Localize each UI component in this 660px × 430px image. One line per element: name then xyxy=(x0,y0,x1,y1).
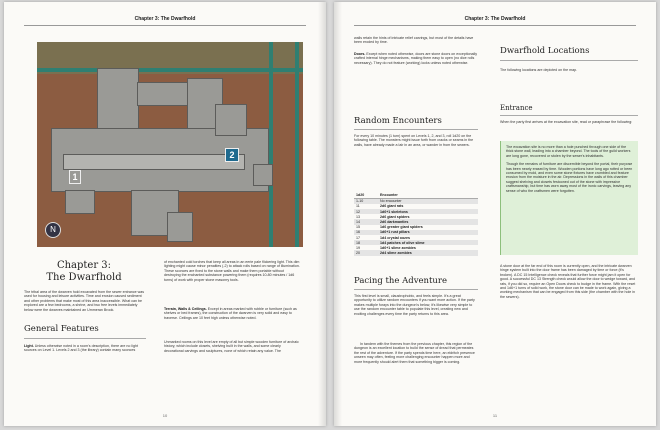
encounters-intro: For every 10 minutes (1 turn) spent on Levels 1, 2, and 3, roll 1d20 on the following table. The monsters might issue forth from cracks or seams in the walls, have already made a lair in an area, or wander in from the sewers. xyxy=(354,134,474,147)
paragraph-text: Except when noted otherwise, doors are stone doors on exceptionally crafted internal hinge mechanisms, making them easy to open (no dice rolls necessary). They do not feature (working) locks unless noted otherwise. xyxy=(354,52,478,65)
chapter-title-line1: Chapter 3: xyxy=(56,260,112,271)
random-encounters-heading: Random Encounters xyxy=(354,116,442,126)
locations-intro: The following locations are depicted on the map. xyxy=(500,68,578,72)
table-cell: 2d4 slime zombies xyxy=(378,250,478,255)
table-header: Encounter xyxy=(378,192,478,198)
table-cell: 13 xyxy=(356,214,360,219)
table-header: 1d20 xyxy=(354,192,378,198)
section-rule xyxy=(354,129,478,130)
pacing-heading: Pacing the Adventure xyxy=(354,276,447,286)
door-paragraph: A stone door at the far end of this room is currently open, and the intricate dwarven hinge system built into the door frame has been damaged by time or force (it's broken). A DC 15 Intelligence check reveals that further force might jam it open for good. A successful DC 13 Strength check would allow the door to wedge toward, and rats, if you did so, require an Open Doors check to budge in the frame. With the reset and 1d6+1 turns of solid work, the stone door can be made to work again, giving a working mechanism that can be engaged from this side (the chamber with the hole in the sewers). xyxy=(500,264,636,299)
pacing-paragraph-1: This first level is small, claustrophobic, and feels simple. It's a great opportunity to utilize random encounters if you want more action. If the party makes multiple forays into the dungeon's below, it's likewise very simple to use the random encounter table to populate this level, creating new and exciting challenges every time the party returns to this area. xyxy=(354,294,475,316)
doors-paragraph xyxy=(354,52,478,65)
table-cell: 2d6 darkmantles xyxy=(378,219,478,224)
table-cell: 1d6+1 skeletons xyxy=(378,209,478,214)
map-channel-vertical xyxy=(269,42,273,247)
table-cell: 17 xyxy=(356,235,360,240)
map-channel-vertical xyxy=(295,42,299,247)
table-cell: 18 xyxy=(354,240,378,245)
map-room xyxy=(253,164,273,186)
map-room xyxy=(97,68,139,130)
header-rule xyxy=(24,25,306,26)
section-rule xyxy=(24,338,146,339)
table-cell: 1d4 crystal oozes xyxy=(380,235,410,240)
read-aloud-box xyxy=(500,141,638,255)
map-room-label: 1 xyxy=(69,170,81,184)
paragraph-text: Unless otherwise noted in a room's description, there are no light sources on Level 1. Levels 2 and 3 (the library) contain many sconces xyxy=(24,344,138,353)
map-corridor xyxy=(63,154,245,170)
locations-heading: Dwarfhold Locations xyxy=(500,46,590,56)
right-page xyxy=(334,2,656,426)
sconces-paragraph: of enchanted cold torches that keep all areas in an eerie pale flickering light. This dim lighting might cause minor penalties (-2) to attack rolls based on range of illumination. These sconces are fixed to the stone walls and make them portable without destroying the enchanted substance powering them (requires 10-80 minutes / 1d6 turns) of work with proper stone masonry tools. xyxy=(164,260,300,282)
section-rule xyxy=(500,115,638,116)
section-rule xyxy=(354,289,478,290)
entrance-heading: Entrance xyxy=(500,104,533,112)
paragraph-label: Doors. xyxy=(354,52,366,56)
table-cell: 2d6 giant spiders xyxy=(380,214,410,219)
entrance-intro: When the party first arrives at the excavation site, read or paraphrase the following: xyxy=(500,120,633,124)
table-cell: 2d6 giant rats xyxy=(380,204,404,209)
table-cell: 1d6+1 slime zombies xyxy=(380,245,416,250)
map-room xyxy=(167,212,193,242)
dungeon-map xyxy=(37,42,303,247)
map-room xyxy=(65,190,95,214)
section-rule xyxy=(500,60,638,61)
read-aloud-text: The excavation site is no more than a hole punched through one side of the thick stone wall, leading into a chamber beyond. The tools of the guild workers are long gone, recovered or stolen by the sewer's inhabitants. xyxy=(506,145,631,158)
read-aloud-text: Though the remains of furniture are discernible beyond the portal, their purpose has been nearly erased by time. Wooden portions have long ago rotted or been consumed by mold, and even some stone fixtures have crumbled and feature erosion from the moisture in the air. Depressions in the walls of this chamber suggest shelving and closets festooned out of the stone with impressive craftsmanship, but time has worn away most of the ironic carvings, leaving any sense of who the craftsmen were forgotten. xyxy=(506,162,633,193)
table-cell: 1d6+1 rust pillars xyxy=(378,230,478,235)
table-cell: 15 xyxy=(356,225,360,230)
general-features-heading: General Features xyxy=(24,324,99,334)
map-room-label: 2 xyxy=(225,148,239,162)
table-row xyxy=(354,250,478,255)
chapter-title-line2: The Dwarfhold xyxy=(46,272,122,283)
table-cell: 16 xyxy=(354,230,378,235)
table-cell: 1d4 patches of olive slime xyxy=(378,240,478,245)
paragraph-label: Light. xyxy=(24,344,34,348)
running-header: Chapter 3: The Dwarfhold xyxy=(464,16,526,22)
page-number: 10 xyxy=(162,413,168,418)
unmarked-rooms-paragraph: Unmarked rooms on this level are empty of all but simple wooden furniture of archaic history, which include closets, shelving built in the walls, and some clearly decorational carvings and sculptures, none of which retain any value. The xyxy=(164,340,299,353)
header-rule xyxy=(354,25,636,26)
table-cell: 19 xyxy=(356,245,360,250)
table-cell: 12 xyxy=(354,209,378,214)
left-page xyxy=(4,2,326,426)
page-number: 11 xyxy=(492,413,498,418)
compass-rose-icon: N xyxy=(45,222,61,238)
table-cell: 14 xyxy=(354,219,378,224)
map-room xyxy=(215,104,247,136)
walls-paragraph: walls retain the hints of intricate relief carvings, but most of the details have been eroded by time. xyxy=(354,36,474,45)
table-cell: No encounter xyxy=(378,198,478,204)
gutter-shadow xyxy=(334,2,342,426)
intro-paragraph: The tribal area of the dwarven hold excavated from the sewer entrance was used for housing and leisure activities. Time and erosion caused sediment and other problems that make most of this area inaccessible. What can be explored are a few bedrooms, a shrine, and two free levels immediately below were the dwarves maintained an Ummeran Brook. xyxy=(24,290,145,312)
table-cell: 1d6 greater giant spiders xyxy=(380,225,423,230)
paragraph-text: Except in areas marked with rubble or furniture (such as shelves or bed frames), the construction of the dwarven is very solid and easy to traverse. Ceilings are 10 feet high unless otherwise noted. xyxy=(164,307,297,320)
gutter-shadow xyxy=(318,2,326,426)
running-header: Chapter 3: The Dwarfhold xyxy=(134,16,196,22)
table-cell: 1-10 xyxy=(354,198,378,204)
encounter-table xyxy=(354,192,478,256)
terrain-paragraph xyxy=(164,307,300,320)
map-channel-horizontal xyxy=(37,68,303,72)
table-cell: 11 xyxy=(356,204,360,209)
pacing-paragraph-2: In tandem with the themes from the previous chapter, this region of the dungeon is an excellent location to build the sense of dread that permeates the rest of the adventure. If the party spends time here, an eldritch presence unseen may often, feeling more challenging encounter happen more and more frequently should alert them that something bigger is coming. xyxy=(354,342,475,364)
paragraph-label: Terrain, Walls & Ceilings. xyxy=(164,307,207,311)
table-cell: 20 xyxy=(354,250,378,255)
light-paragraph xyxy=(24,344,146,353)
